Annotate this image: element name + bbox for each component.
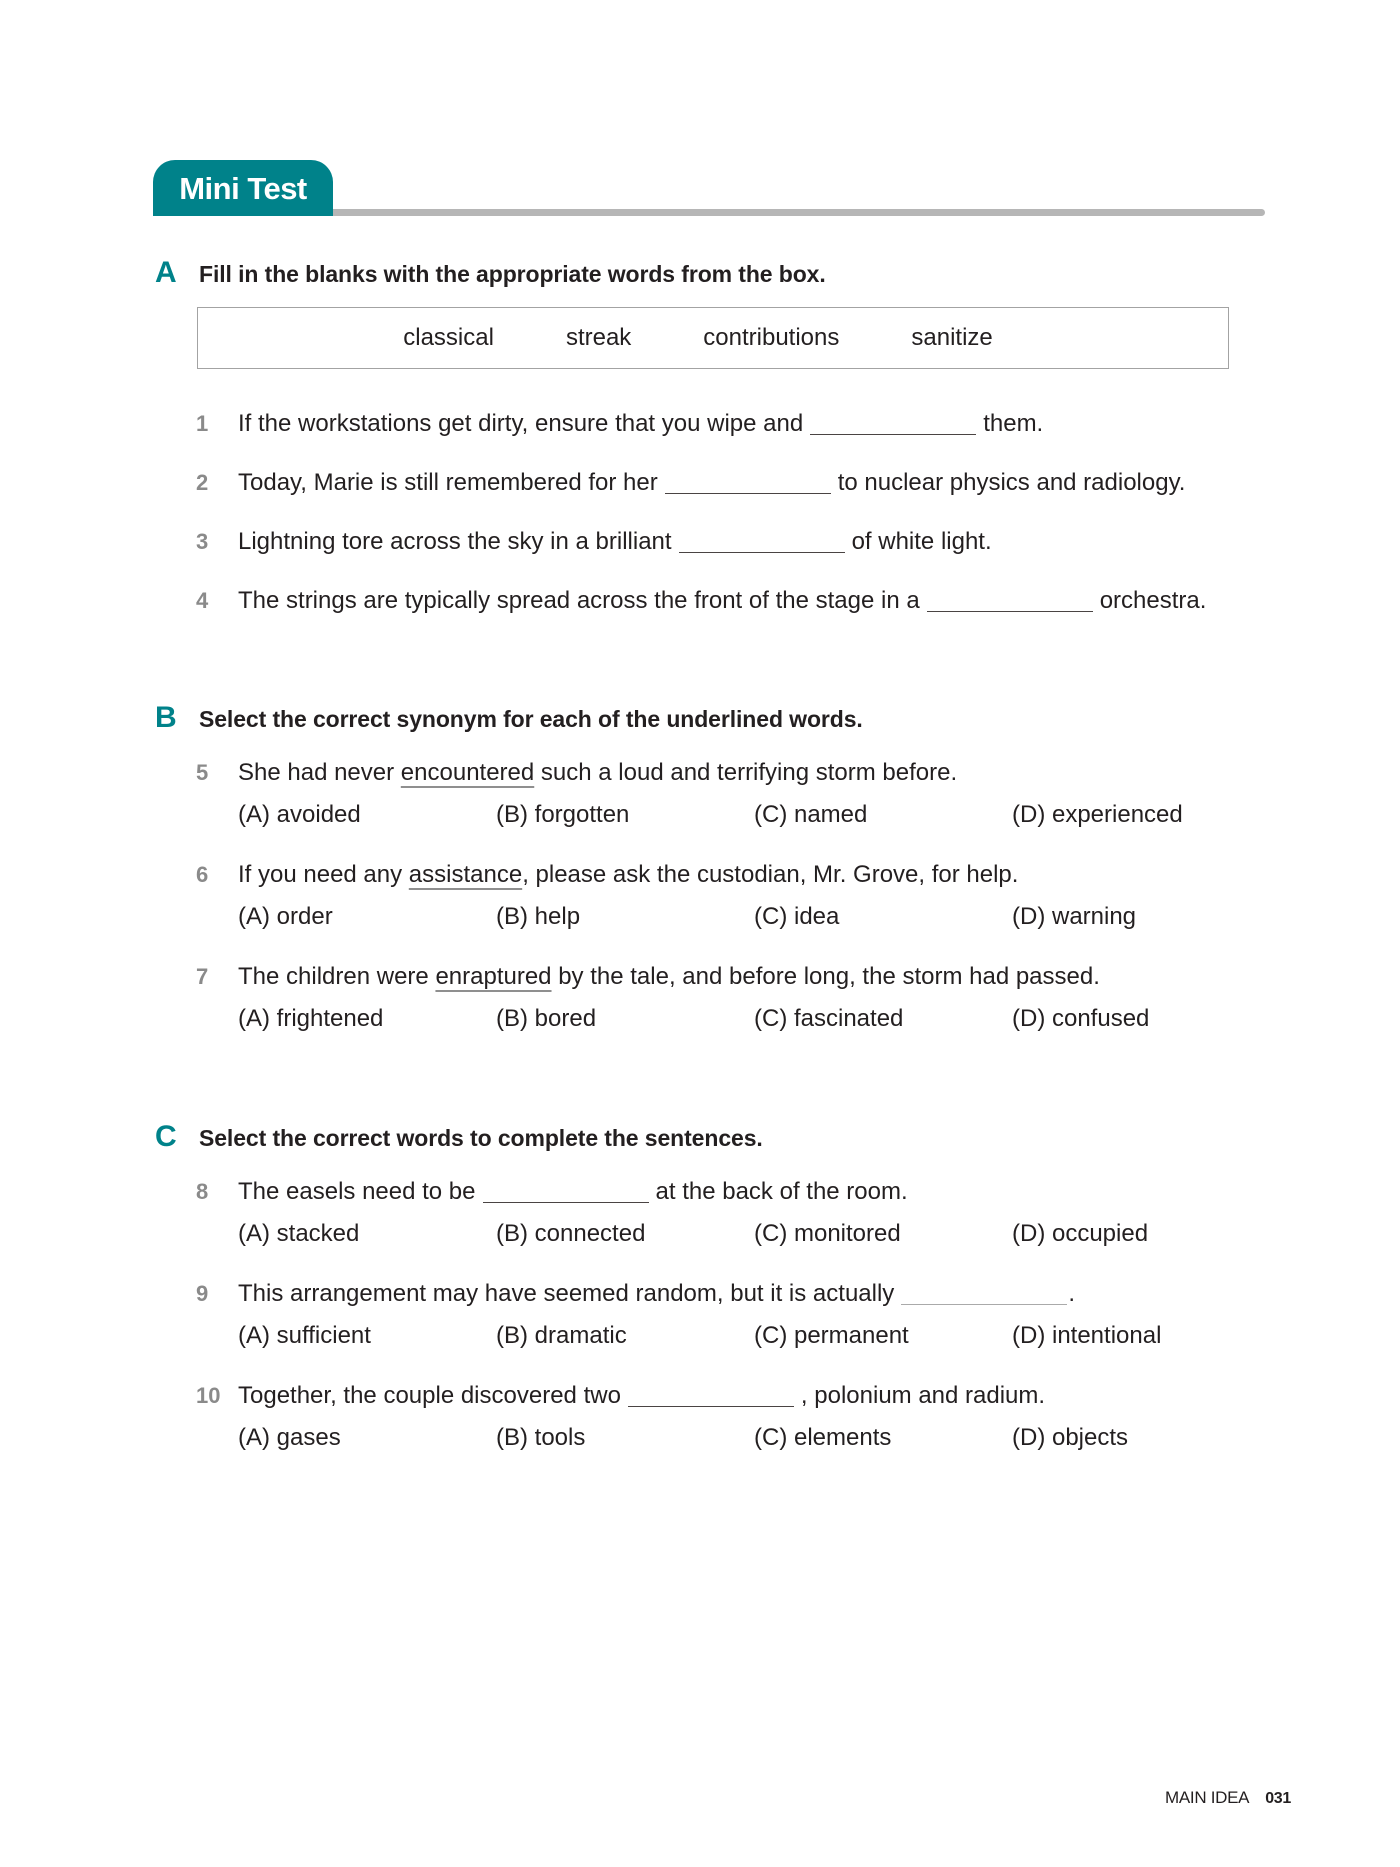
answer-blank[interactable]	[628, 1405, 794, 1407]
question-4	[196, 587, 1206, 615]
question-number: 6	[196, 862, 209, 887]
section-letter: B	[155, 701, 177, 734]
question-text-before: Together, the couple discovered two	[238, 1382, 621, 1409]
option-b[interactable]: (B) dramatic	[496, 1322, 627, 1349]
options-row	[238, 1005, 1270, 1033]
option-d[interactable]: (D) objects	[1012, 1424, 1129, 1451]
word-bank-item: contributions	[703, 324, 840, 351]
option-a[interactable]: (A) order	[238, 903, 333, 930]
section-b-heading	[155, 701, 863, 735]
option-b[interactable]: (B) help	[496, 903, 581, 930]
option-c[interactable]: (C) permanent	[754, 1322, 909, 1349]
question-text-before: She had never	[238, 759, 395, 786]
question-text-after: by the tale, and before long, the storm had passed.	[558, 963, 1100, 990]
question-number: 3	[196, 529, 209, 554]
question-text-before: Lightning tore across the sky in a brilliant	[238, 528, 672, 555]
question-text-after: orchestra.	[1099, 587, 1207, 614]
question-text-before: The children were	[238, 963, 429, 990]
underlined-word: assistance	[408, 861, 523, 888]
options-row	[238, 801, 1270, 829]
option-a[interactable]: (A) stacked	[238, 1220, 360, 1247]
section-instruction: Select the correct synonym for each of the underlined words.	[199, 706, 863, 732]
question-text-after: such a loud and terrifying storm before.	[540, 759, 958, 786]
page-footer	[1165, 1788, 1291, 1808]
question-8	[196, 1178, 908, 1206]
question-6	[196, 861, 1018, 889]
answer-blank[interactable]	[927, 610, 1093, 612]
option-c[interactable]: (C) idea	[754, 903, 840, 930]
option-c[interactable]: (C) fascinated	[754, 1005, 904, 1032]
question-number: 1	[196, 411, 209, 436]
word-bank-item: sanitize	[911, 324, 993, 351]
answer-blank[interactable]	[901, 1303, 1067, 1305]
question-1	[196, 410, 1043, 438]
answer-blank[interactable]	[679, 551, 845, 553]
section-a-heading	[155, 256, 826, 290]
answer-blank[interactable]	[483, 1201, 649, 1203]
question-text-after: at the back of the room.	[655, 1178, 908, 1205]
question-2	[196, 469, 1185, 497]
option-b[interactable]: (B) forgotten	[496, 801, 630, 828]
question-number: 5	[196, 760, 209, 785]
option-d[interactable]: (D) intentional	[1012, 1322, 1162, 1349]
section-instruction: Fill in the blanks with the appropriate words from the box.	[199, 261, 826, 287]
question-text-before: If you need any	[238, 861, 403, 888]
section-instruction: Select the correct words to complete the sentences.	[199, 1125, 763, 1151]
option-b[interactable]: (B) connected	[496, 1220, 646, 1247]
question-text-before: If the workstations get dirty, ensure that you wipe and	[238, 410, 804, 437]
option-b[interactable]: (B) bored	[496, 1005, 597, 1032]
question-7	[196, 963, 1100, 991]
answer-blank[interactable]	[810, 433, 976, 435]
question-3	[196, 528, 992, 556]
question-number: 8	[196, 1179, 209, 1204]
question-text-before: Today, Marie is still remembered for her	[238, 469, 658, 496]
question-text-after: , please ask the custodian, Mr. Grove, for help.	[522, 861, 1019, 888]
option-d[interactable]: (D) confused	[1012, 1005, 1150, 1032]
question-text-after: , polonium and radium.	[800, 1382, 1046, 1409]
section-letter: C	[155, 1120, 177, 1153]
option-c[interactable]: (C) named	[754, 801, 868, 828]
option-a[interactable]: (A) sufficient	[238, 1322, 371, 1349]
question-text-after: to nuclear physics and radiology.	[837, 469, 1186, 496]
question-number: 9	[196, 1281, 209, 1306]
word-bank-item: classical	[403, 324, 494, 351]
question-text-after: .	[1068, 1280, 1075, 1307]
mini-test-tab: Mini Test	[153, 160, 333, 216]
options-row	[238, 1424, 1270, 1452]
question-number: 10	[196, 1383, 221, 1408]
underlined-word: enraptured	[435, 963, 552, 990]
question-number: 2	[196, 470, 209, 495]
question-text-before: This arrangement may have seemed random, but it is actually	[238, 1280, 895, 1307]
question-text-after: them.	[983, 410, 1044, 437]
word-bank-box	[197, 307, 1229, 369]
header-divider-bar	[333, 209, 1265, 216]
options-row	[238, 1322, 1270, 1350]
option-d[interactable]: (D) experienced	[1012, 801, 1183, 828]
question-5	[196, 759, 957, 787]
question-text-before: The easels need to be	[238, 1178, 476, 1205]
question-text-after: of white light.	[851, 528, 992, 555]
question-10	[196, 1382, 1045, 1410]
option-c[interactable]: (C) monitored	[754, 1220, 901, 1247]
footer-section-label: MAIN IDEA	[1165, 1788, 1250, 1807]
underlined-word: encountered	[400, 759, 535, 786]
options-row	[238, 1220, 1270, 1248]
option-a[interactable]: (A) avoided	[238, 801, 361, 828]
section-letter: A	[155, 256, 177, 289]
options-row	[238, 903, 1270, 931]
question-number: 4	[196, 588, 209, 613]
word-bank-item: streak	[565, 324, 632, 351]
option-b[interactable]: (B) tools	[496, 1424, 586, 1451]
option-a[interactable]: (A) gases	[238, 1424, 341, 1451]
page-number: 031	[1265, 1790, 1291, 1807]
option-a[interactable]: (A) frightened	[238, 1005, 384, 1032]
question-9	[196, 1280, 1075, 1308]
answer-blank[interactable]	[665, 492, 831, 494]
option-c[interactable]: (C) elements	[754, 1424, 892, 1451]
section-c-heading	[155, 1120, 763, 1154]
option-d[interactable]: (D) occupied	[1012, 1220, 1149, 1247]
question-number: 7	[196, 964, 209, 989]
question-text-before: The strings are typically spread across the front of the stage in a	[238, 587, 920, 614]
option-d[interactable]: (D) warning	[1012, 903, 1137, 930]
